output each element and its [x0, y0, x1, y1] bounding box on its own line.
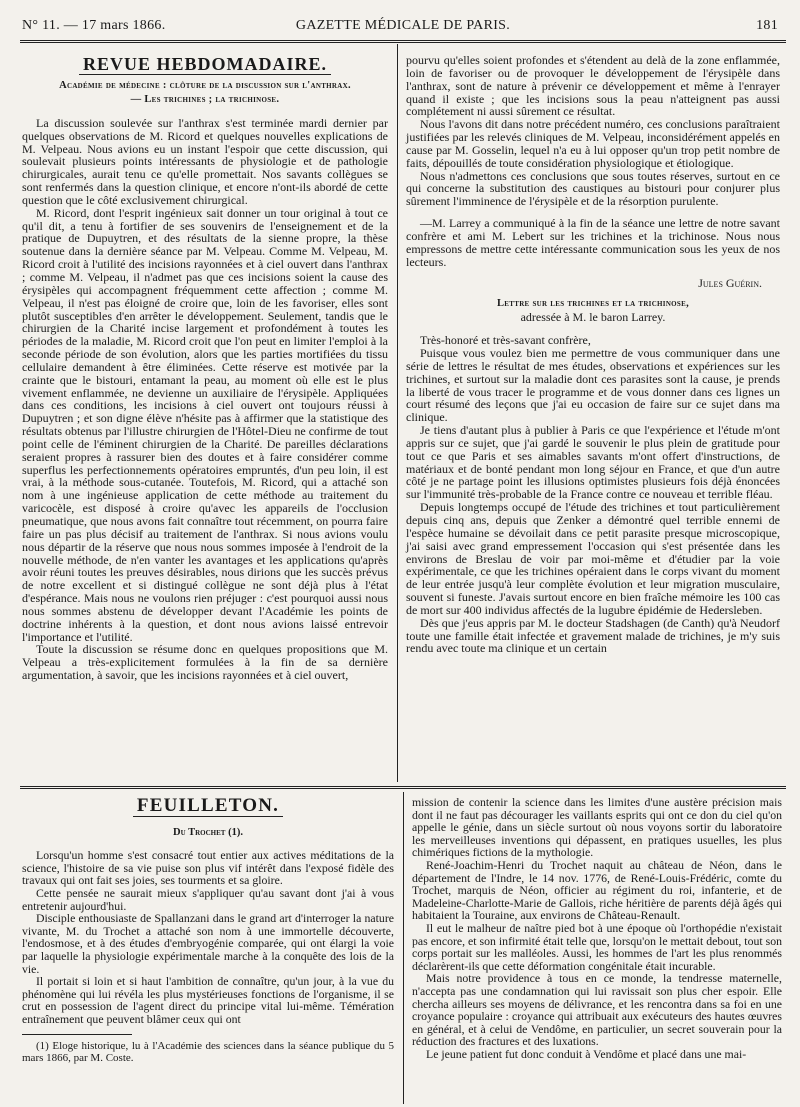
revue-title: REVUE HEBDOMADAIRE.	[22, 58, 388, 71]
issue-date: N° 11. — 17 mars 1866.	[22, 18, 166, 33]
letter-paragraph: Dès que j'eus appris par M. le docteur Stadshagen (de Canth) qu'à Neudorf toute une famille était infectée et gravement malade de trichines, je m'y suis rendu avec toute ma clinique et un certain	[406, 615, 780, 656]
feuilleton-right-column	[412, 796, 782, 1060]
revue-paragraph: La discussion soulevée sur l'anthrax s'est terminée mardi dernier par quelques observations de M. Ricord et quelques nouvelles explications de M. Velpeau. Nous avions eu un instant l'espoir que cette discussion, qui soulevait plusieurs points intéressants de physiologie et de pathologie chirurgicales, aurait tenu ce qu'elle promettait. Nos savants collègues se sont renfermés dans la question clinique, et encore n'ont-ils abordé de cette question que le côté exclusivement chirurgical.	[22, 115, 388, 207]
revue-paragraph: Toute la discussion se résume donc en quelques propositions que M. Velpeau a très-explicitement formulées à la fin de sa dernière argumentation, à savoir, que les incisions rayonnées et à ciel ouvert,	[22, 642, 388, 683]
column-divider-top	[397, 44, 398, 782]
letter-paragraph: Puisque vous voulez bien me permettre de vous communiquer dans une série de lettres le résultat de mes études, observations et expériences sur les trichines, et surtout sur la maladie dont ces parasites sont la cause, je prends la liberté de vous tracer le programme et de vous donner dans ces lignes un court résumé des leçons que j'ai eu occasion de faire sur ce sujet dans ma clinique.	[406, 346, 780, 425]
page-header	[22, 14, 784, 38]
header-rule	[20, 40, 786, 43]
feuilleton-paragraph: mission de contenir la science dans les limites d'une austère précision mais dont il ne faut pas décourager les vaillants esprits qui ont ce don du ciel qu'on appelle le génie, dans un siècle surtout où nous voyons sortir du laboratoire les merveilleuses inventions qui dépassent, en pratiques usuelles, les plus chimériques fictions de la mythologie.	[412, 795, 782, 860]
journal-title: GAZETTE MÉDICALE DE PARIS.	[295, 18, 511, 33]
feuilleton-paragraph: Cette pensée ne saurait mieux s'appliquer qu'au savant dont j'ai à vous entretenir aujourd'hui.	[22, 885, 394, 913]
revue-left-column	[22, 48, 388, 682]
feuilleton-paragraph: Il portait si loin et si haut l'ambition de connaître, qu'un jour, à la vue du phénomène qui lui révéla les plus mystérieuses fonctions de l'organisme, il se crut en possession de l'agent direct du principe vital lui-même. Témération entraînement que peuvent blâmer ceux qui ont	[22, 974, 394, 1026]
feuilleton-paragraph: Lorsqu'un homme s'est consacré tout entier aux actives méditations de la science, l'histoire de sa vie puise son plus vif intérêt dans l'exposé fidèle des travaux qui ont fait ses joies, ses tourments et sa gloire.	[22, 848, 394, 888]
revue-paragraph: Nous n'admettons ces conclusions que sous toutes réserves, surtout en ce qui concerne la substitution des caustiques au bistouri pour conjurer plus sûrement l'imminence de l'érysipèle et de la résorption purulente.	[406, 168, 780, 209]
footnote: (1) Eloge historique, lu à l'Académie des sciences dans la séance publique du 5 mars 1866, par M. Coste.	[22, 1039, 394, 1064]
feuilleton-paragraph: Il eut le malheur de naître pied bot à une époque où l'orthopédie n'existait pas encore, et son infirmité était telle que, lorsqu'on le mettait debout, tout son corps portait sur les malléoles. Aussi, les hommes de l'art les plus renommés déclarèrent-ils que cette déformation congénitale était incurable.	[412, 920, 782, 973]
page-number: 181	[756, 18, 778, 33]
column-divider-bottom	[403, 792, 404, 1104]
letter-paragraph: Depuis longtemps occupé de l'étude des trichines et tout particulièrement depuis cinq ans, depuis que Zenker a démontré quel terrible ennemi de l'espèce humaine se dévoilait dans ce petit parasite presque microscopique, j'ai saisi avec grand empressement l'occasion qui s'est présentée dans les environs de Breslau de voir par moi-même et d'étudier par la voie expérimentale, ce que les trichines opéraient dans le corps vivant du moment de leur entrée jusqu'à leur complète évolution et leur migration musculaire, souvent si funeste. J'avais surtout encore en bien fraîche mémoire les 100 cas de mort sur 400 individus affectés de la lugubre épidémie de Hedersleben.	[406, 500, 780, 617]
feuilleton-paragraph: Disciple enthousiaste de Spallanzani dans le grand art d'interroger la nature vivante, M. du Trochet a attaché son nom à une immortelle découverte, l'endosmose, et à des études d'embryogénie comparée, qui ont élargi la voie par laquelle la physiologie expérimentale marche à la conquête des lois de la vie.	[22, 911, 394, 976]
letter-title: Lettre sur les trichines et la trichinose,	[496, 298, 690, 310]
feuilleton-title: FEUILLETON.	[22, 800, 394, 813]
letter-salutation: Très-honoré et très-savant confrère,	[420, 333, 591, 348]
feuilleton-paragraph: Le jeune patient fut donc conduit à Vendôme et placé dans une mai-	[426, 1046, 747, 1061]
footnote-rule	[22, 1034, 132, 1035]
letter-subtitle: adressée à M. le baron Larrey.	[520, 310, 666, 325]
letter-paragraph: Je tiens d'autant plus à publier à Paris ce que l'expérience et l'étude m'ont appris sur ce sujet, que j'ai gardé le souvenir le plus plein de gratitude pour tout ce que Paris et ses aimables savants m'ont offert d'instructions, de matériaux et de bonté pendant mon long séjour en France, et que d'un autre côté je ne partage point les illusions optimistes plusieurs fois déjà énoncées sur l'immunité très-probable de la France contre ce nouveau et terrible fléau.	[406, 423, 780, 502]
feuilleton-subtitle: Du Trochet (1).	[173, 826, 243, 838]
feuilleton-rule	[20, 786, 786, 789]
author-signature: Jules Guérin.	[698, 275, 762, 290]
revue-paragraph: Nous l'avons dit dans notre précédent numéro, ces conclusions paraîtraient justifiées par les relevés cliniques de M. Velpeau, inconsidérément appelés en cause par M. Gosselin, lequel n'a eu à lui opposer qu'un trop petit nombre de faits, dépouillés de toute considération physiologique et étiologique.	[406, 117, 780, 170]
revue-paragraph: —M. Larrey a communiqué à la fin de la séance une lettre de notre savant confrère et ami M. Lebert sur les trichines et la trichinose. Nous nous empressons de mettre cette intéressante communication sous les yeux de nos lecteurs.	[406, 216, 780, 269]
revue-subtitle: Académie de médecine : clôture de la discussion sur l'anthrax. — Les trichines ; la trichinose.	[59, 79, 351, 105]
revue-paragraph: pourvu qu'elles soient profondes et s'étendent au delà de la zone enflammée, loin de favoriser ou de provoquer le développement de l'érysipèle dans l'anthrax, sont de nature à prévenir ce développement et même à l'enrayer quand il existe ; que les incisions sous la peau n'atteignent pas aussi complétement ni aussi sûrement ce résultat.	[406, 53, 780, 119]
feuilleton-left-column	[22, 794, 394, 1065]
revue-paragraph: M. Ricord, dont l'esprit ingénieux sait donner un tour original à tout ce qu'il dit, a tenu à fortifier de ses souvenirs de l'enseignement et de la pratique de Dupuytren, et des résultats de la sienne propre, la thèse soutenue dans la dernière séance par M. Velpeau. Comme M. Velpeau, M. Ricord croit à l'utilité des incisions rayonnées et à ciel ouvert dans l'anthrax ; comme M. Velpeau, il n'admet pas que ces incisions soient la cause des érysipèles qui accompagnent fréquemment cette affection ; comme M. Velpeau, il n'est pas éloigné de croire que, loin de les favoriser, elles sont plutôt susceptibles d'en arrêter le développement. Seulement, tandis que le chirurgien de la Charité incise largement et profondément à toutes les périodes de la maladie, M. Ricord croit que l'on peut en limiter l'emploi à la seconde période de son évolution, alors que les parties mortifiées du tissu cellulaire demandent à être éliminées. Cette réserve est motivée par la crainte que le bistouri, entamant la peau, au moment où elle est le plus vivement enflammée, ne devienne un auxiliaire de l'érysipèle. Appliquées dans ces conditions, les incisions à ciel ouvert ont toujours réussi à Dupuytren ; et son digne élève n'hésite pas à affirmer que la statistique des résultats obtenus par l'illustre chirurgien de l'Hôtel-Dieu ne confirme de tout point celle de l'éminent chirurgien de la Charité. De pareilles déclarations seraient propres à rassurer bien des doutes et à faire considérer comme superflus les perfectionnements opératoires empruntés, d'un peu loin, il est vrai, à la méthode sous-cutanée. Toutefois, M. Ricord, qui a attaché son nom à une ingénieuse application de cette méthode au traitement du varicocèle, est disposé à croire qu'avec les appareils de l'occlusion pneumatique, que nous avons fait connaître tout récemment, on pourra faire faire un pas plus décisif au traitement de l'anthrax. Si nous avions voulu nous départir de la réserve que nous nous sommes imposée à l'endroit de la nouvelle méthode, de n'en vanter les avantages et les applications qu'après avoir réuni toutes les preuves désirables, nous dirions que les succès prévus de notre excellent et si distingué collègue ne sont déjà plus à l'état d'espérance. Mais nous ne voulons rien préjuger : c'est pourquoi aussi nous nous sommes abstenu de développer devant l'Académie les points de doctrine inhérents à la question, et dont nous avions laissé entrevoir l'importance et l'utilité.	[22, 205, 388, 644]
feuilleton-paragraph: Mais notre providence à tous en ce monde, la tendresse maternelle, n'accepta pas une condamnation qui lui ravissait son plus cher espoir. Elle chercha ailleurs ses moyens de délivrance, et les rencontra dans sa foi en une croyance populaire : croyance qui attribuait aux exécuteurs des hautes œuvres en général, et à celui de Vendôme, en particulier, un secret souverain pour la réduction des fractures et des luxations.	[412, 971, 782, 1049]
feuilleton-paragraph: René-Joachim-Henri du Trochet naquit au château de Néon, dans le département de l'Indre, le 14 nov. 1776, de René-Louis-Frédéric, comte du Trochet, marquis de Néon, officier au régiment du roi, infanterie, et de Madeleine-Charlotte-Marie de Gallois, riche héritière de parents déjà âgés qui habitaient la Touraine, aux environs de Château-Renault.	[412, 857, 782, 923]
revue-right-column	[406, 54, 780, 655]
